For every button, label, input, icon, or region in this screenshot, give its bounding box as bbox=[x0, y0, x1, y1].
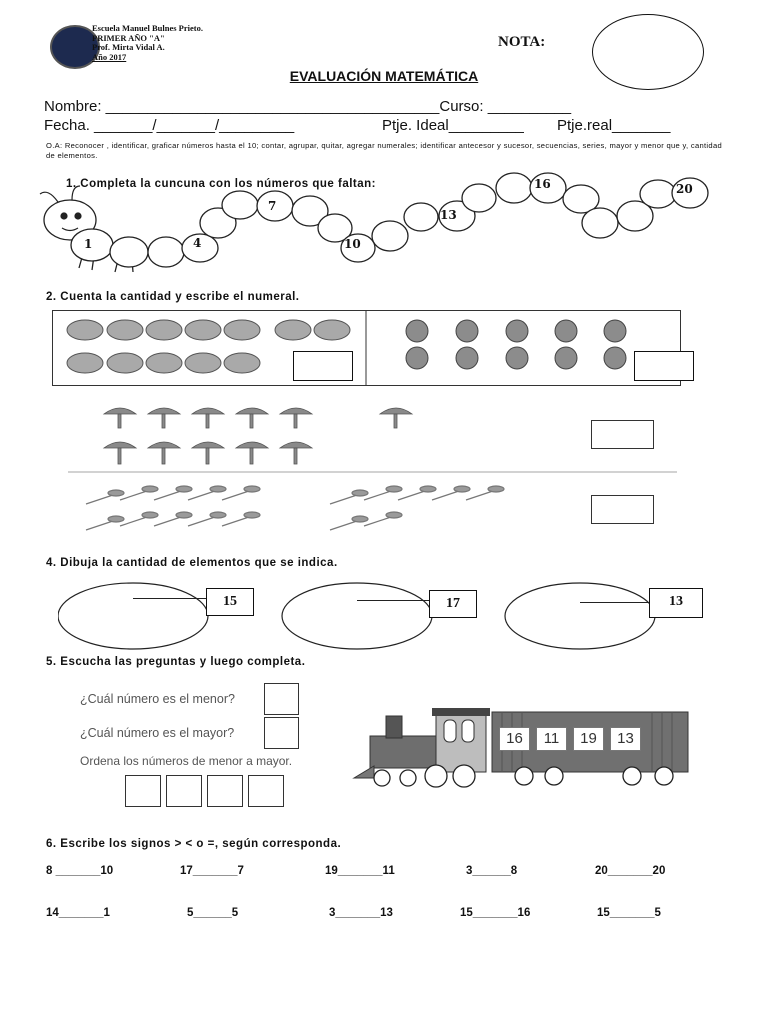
order-box-2[interactable] bbox=[166, 775, 202, 807]
comparison-item[interactable]: 19_______11 bbox=[325, 865, 395, 877]
connector-line bbox=[357, 600, 429, 601]
connector-line bbox=[133, 598, 208, 599]
caterpillar-number: 4 bbox=[193, 236, 202, 250]
caterpillar-number: 16 bbox=[534, 177, 551, 191]
answer-box-max[interactable] bbox=[264, 717, 299, 749]
train-number: 11 bbox=[536, 727, 567, 751]
comparison-item[interactable]: 3_______13 bbox=[329, 907, 393, 919]
learning-objective: O.A: Reconocer , identificar, graficar números hasta el 10; contar, agrupar, quitar, agregar numerales; identificar antecesor y sucesor, secuencias, series, mayor y menor que y, cantidad de elementos. bbox=[46, 141, 722, 160]
caterpillar-number: 7 bbox=[268, 199, 277, 213]
q2-label: 2. Cuenta la cantidad y escribe el numeral. bbox=[46, 291, 300, 303]
answer-box-oranges[interactable] bbox=[634, 351, 694, 381]
q1-label: 1. Completa la cuncuna con los números que faltan: bbox=[66, 178, 376, 190]
drawing-ovals bbox=[58, 580, 708, 652]
school-year: Año 2017 bbox=[92, 51, 127, 62]
nombre-curso-line[interactable]: Nombre: ________________________________________Curso: __________ bbox=[44, 98, 572, 115]
fecha-line[interactable]: Fecha. _______/_______/_________ bbox=[44, 117, 295, 134]
train-number: 13 bbox=[610, 727, 641, 751]
comparison-item[interactable]: 15_______5 bbox=[597, 907, 661, 919]
caterpillar-number: 13 bbox=[440, 208, 457, 222]
comparison-item[interactable]: 5______5 bbox=[187, 907, 239, 919]
comparison-item[interactable]: 15_______16 bbox=[460, 907, 531, 919]
ptje-ideal-line[interactable]: Ptje. Ideal_________ bbox=[382, 117, 524, 134]
order-box-1[interactable] bbox=[125, 775, 161, 807]
caterpillar-number: 1 bbox=[84, 237, 93, 251]
comparison-item[interactable]: 8 _______10 bbox=[46, 865, 114, 877]
q6-label: 6. Escribe los signos > < o =, según corresponda. bbox=[46, 838, 342, 850]
answer-box-lemons[interactable] bbox=[293, 351, 353, 381]
nota-label: NOTA: bbox=[498, 34, 546, 50]
school-teacher: Prof. Mirta Vidal A. bbox=[92, 42, 165, 52]
prompt-min: ¿Cuál número es el menor? bbox=[80, 692, 235, 706]
school-info bbox=[92, 24, 203, 62]
train-number: 19 bbox=[573, 727, 604, 751]
target-number-box: 15 bbox=[206, 588, 254, 616]
train-number: 16 bbox=[499, 727, 530, 751]
prompt-order: Ordena los números de menor a mayor. bbox=[80, 754, 293, 768]
prompt-max: ¿Cuál número es el mayor? bbox=[80, 726, 235, 740]
comparison-item[interactable]: 3______8 bbox=[466, 865, 518, 877]
page-title: EVALUACIÓN MATEMÁTICA bbox=[289, 68, 479, 84]
comparison-item[interactable]: 14_______1 bbox=[46, 907, 110, 919]
caterpillar-number: 20 bbox=[676, 182, 693, 196]
q4-label: 4. Dibuja la cantidad de elementos que se indica. bbox=[46, 557, 338, 569]
comparison-item[interactable]: 20_______20 bbox=[595, 865, 666, 877]
connector-line bbox=[580, 602, 650, 603]
counting-illustrations bbox=[52, 308, 684, 538]
answer-box-leaves[interactable] bbox=[591, 495, 654, 524]
answer-box-min[interactable] bbox=[264, 683, 299, 715]
order-box-4[interactable] bbox=[248, 775, 284, 807]
order-box-3[interactable] bbox=[207, 775, 243, 807]
target-number-box: 13 bbox=[649, 588, 703, 618]
caterpillar-illustration bbox=[28, 168, 718, 280]
ptje-real-line[interactable]: Ptje.real_______ bbox=[557, 117, 671, 134]
answer-box-mushrooms[interactable] bbox=[591, 420, 654, 449]
target-number-box: 17 bbox=[429, 590, 477, 618]
caterpillar-number: 10 bbox=[344, 237, 361, 251]
school-name: Escuela Manuel Bulnes Prieto. bbox=[92, 23, 203, 33]
school-course: PRIMER AÑO "A" bbox=[92, 32, 165, 43]
q5-label: 5. Escucha las preguntas y luego completa. bbox=[46, 656, 306, 668]
comparison-item[interactable]: 17_______7 bbox=[180, 865, 244, 877]
